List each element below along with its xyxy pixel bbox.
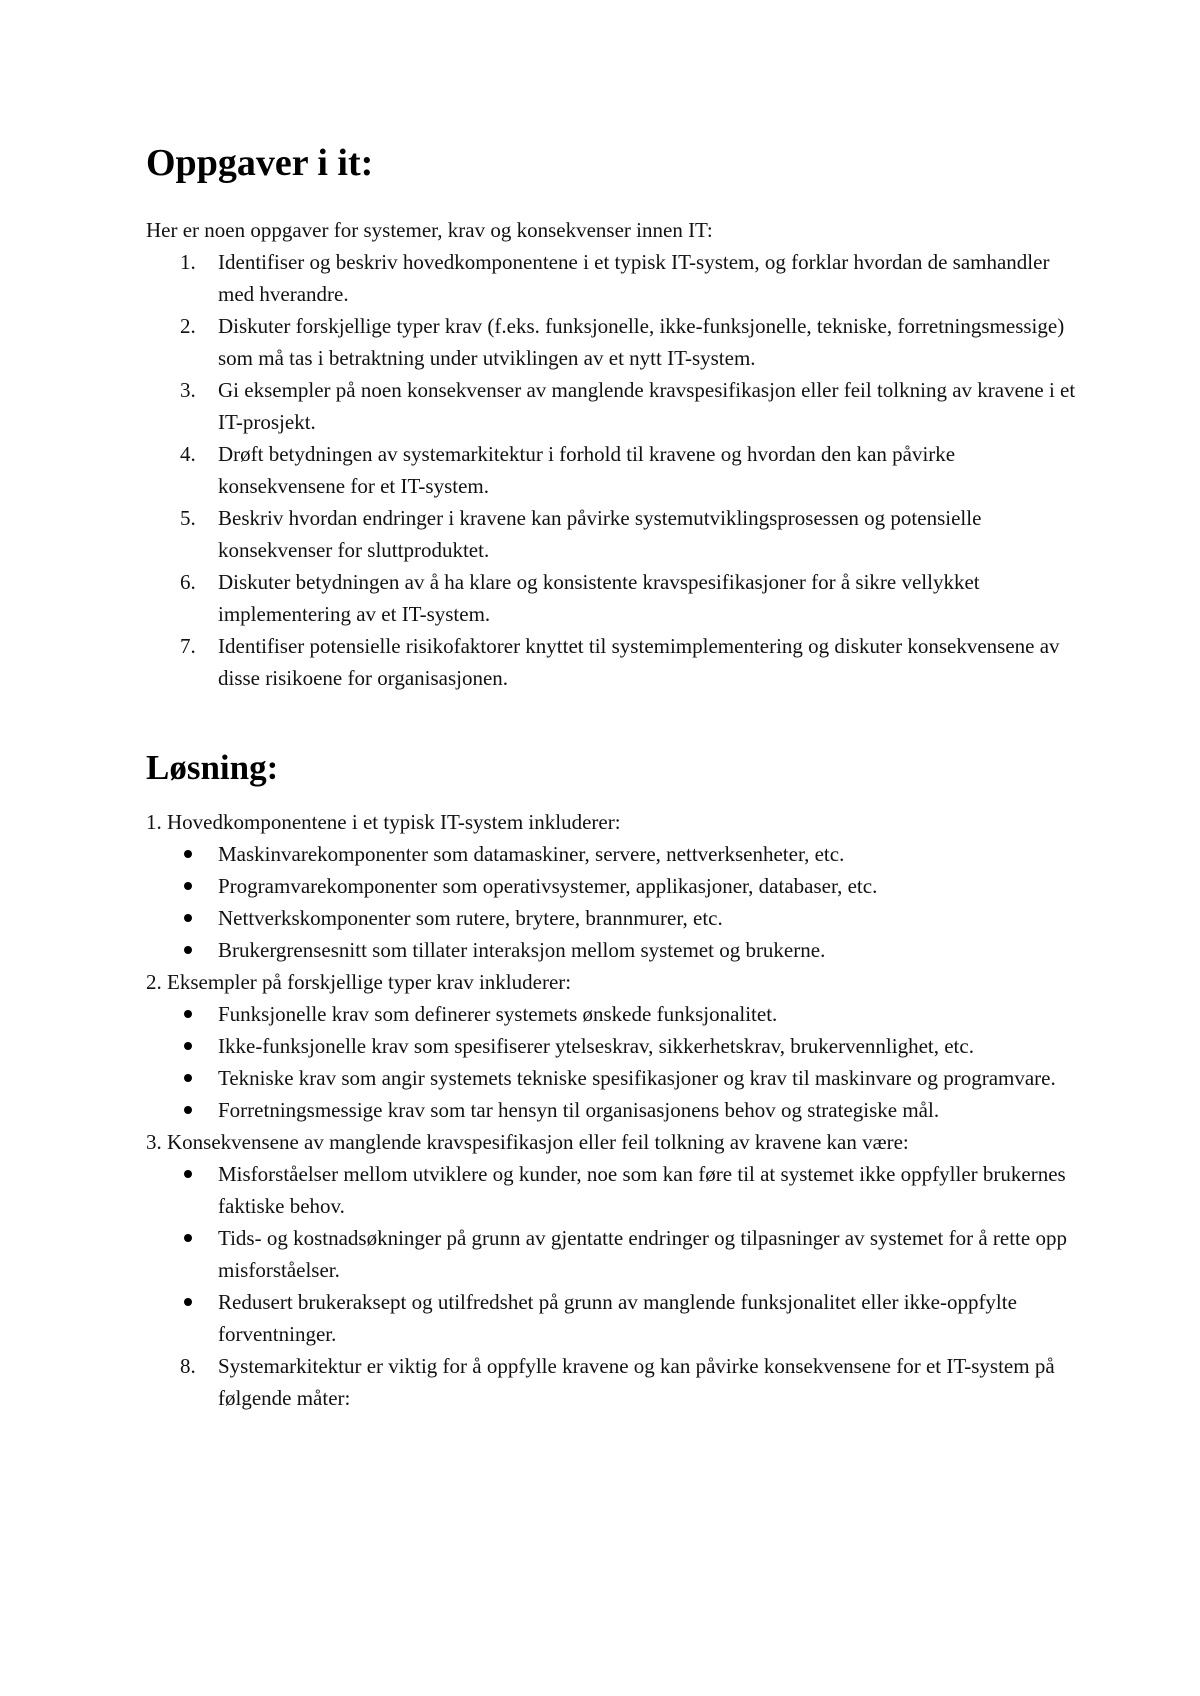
bullet-icon [184, 1074, 192, 1082]
trailing-text: Systemarkitektur er viktig for å oppfylle kravene og kan påvirke konsekvensene for et IT-system på følgende måter: [218, 1354, 1055, 1410]
task-number: 5. [180, 506, 196, 530]
solution-section [146, 806, 1076, 1414]
task-text: Diskuter forskjellige typer krav (f.eks. funksjonelle, ikke-funksjonelle, tekniske, forretningsmessige) som må tas i betraktning under utviklingen av et nytt IT-system. [218, 314, 1065, 370]
bullet-text: Tekniske krav som angir systemets tekniske spesifikasjoner og krav til maskinvare og programvare. [218, 1066, 1056, 1090]
task-item [146, 566, 1076, 630]
bullet-text: Nettverkskomponenter som rutere, brytere, brannmurer, etc. [218, 906, 723, 930]
task-text: Gi eksempler på noen konsekvenser av manglende kravspesifikasjon eller feil tolkning av kravene i et IT-prosjekt. [218, 378, 1076, 434]
page-title: Oppgaver i it: [146, 142, 374, 184]
task-text: Drøft betydningen av systemarkitektur i forhold til kravene og hvordan den kan påvirke konsekvensene for et IT-system. [218, 442, 956, 498]
bullet-text: Funksjonelle krav som definerer systemets ønskede funksjonalitet. [218, 1002, 778, 1026]
bullet-item [146, 1094, 1076, 1126]
solution-bullets [146, 838, 1076, 966]
bullet-item [146, 1158, 1076, 1222]
bullet-item [146, 934, 1076, 966]
bullet-text: Maskinvarekomponenter som datamaskiner, servere, nettverksenheter, etc. [218, 842, 845, 866]
document-page [146, 140, 1076, 1414]
bullet-text: Forretningsmessige krav som tar hensyn til organisasjonens behov og strategiske mål. [218, 1098, 940, 1122]
bullet-icon [184, 1010, 192, 1018]
task-list [146, 246, 1076, 694]
solution-heading: Løsning: [146, 748, 279, 787]
trailing-number: 8. [180, 1354, 196, 1378]
task-item [146, 310, 1076, 374]
task-item [146, 246, 1076, 310]
bullet-text: Tids- og kostnadsøkninger på grunn av gjentatte endringer og tilpasninger av systemet for å rette opp misforståelser. [218, 1226, 1067, 1282]
solution-bullets [146, 1158, 1076, 1350]
bullet-icon [184, 1298, 192, 1306]
solution-item-heading: 1. Hovedkomponentene i et typisk IT-system inkluderer: [146, 810, 621, 834]
solution-bullets [146, 998, 1076, 1126]
task-text: Identifiser og beskriv hovedkomponentene i et typisk IT-system, og forklar hvordan de samhandler med hverandre. [218, 250, 1050, 306]
bullet-item [146, 1062, 1076, 1094]
bullet-item [146, 838, 1076, 870]
bullet-icon [184, 882, 192, 890]
task-number: 4. [180, 442, 196, 466]
bullet-icon [184, 914, 192, 922]
bullet-item [146, 902, 1076, 934]
solution-item-heading: 3. Konsekvensene av manglende kravspesifikasjon eller feil tolkning av kravene kan være: [146, 1130, 909, 1154]
task-item [146, 438, 1076, 502]
bullet-icon [184, 850, 192, 858]
bullet-item [146, 998, 1076, 1030]
bullet-item [146, 1286, 1076, 1350]
solution-item-heading: 2. Eksempler på forskjellige typer krav inkluderer: [146, 970, 572, 994]
bullet-icon [184, 946, 192, 954]
task-text: Diskuter betydningen av å ha klare og konsistente kravspesifikasjoner for å sikre vellykket implementering av et IT-system. [218, 570, 980, 626]
task-number: 6. [180, 570, 196, 594]
bullet-text: Ikke-funksjonelle krav som spesifiserer ytelseskrav, sikkerhetskrav, brukervennlighet, etc. [218, 1034, 974, 1058]
bullet-item [146, 1222, 1076, 1286]
trailing-list [146, 1350, 1076, 1414]
task-text: Identifiser potensielle risikofaktorer knyttet til systemimplementering og diskuter konsekvensene av disse risikoene for organisasjonen. [218, 634, 1060, 690]
task-number: 3. [180, 378, 196, 402]
task-item [146, 374, 1076, 438]
bullet-icon [184, 1106, 192, 1114]
bullet-text: Misforståelser mellom utviklere og kunder, noe som kan føre til at systemet ikke oppfyller brukernes faktiske behov. [218, 1162, 1066, 1218]
task-number: 7. [180, 634, 196, 658]
task-text: Beskriv hvordan endringer i kravene kan påvirke systemutviklingsprosessen og potensielle konsekvenser for sluttproduktet. [218, 506, 982, 562]
bullet-text: Redusert brukeraksept og utilfredshet på grunn av manglende funksjonalitet eller ikke-oppfylte forventninger. [218, 1290, 1017, 1346]
task-item [146, 502, 1076, 566]
bullet-text: Brukergrensesnitt som tillater interaksjon mellom systemet og brukerne. [218, 938, 826, 962]
task-number: 2. [180, 314, 196, 338]
bullet-item [146, 1030, 1076, 1062]
task-item [146, 630, 1076, 694]
intro-text: Her er noen oppgaver for systemer, krav og konsekvenser innen IT: [146, 218, 713, 242]
bullet-icon [184, 1042, 192, 1050]
bullet-icon [184, 1234, 192, 1242]
task-number: 1. [180, 250, 196, 274]
bullet-icon [184, 1170, 192, 1178]
bullet-text: Programvarekomponenter som operativsystemer, applikasjoner, databaser, etc. [218, 874, 878, 898]
bullet-item [146, 870, 1076, 902]
trailing-item [146, 1350, 1076, 1414]
